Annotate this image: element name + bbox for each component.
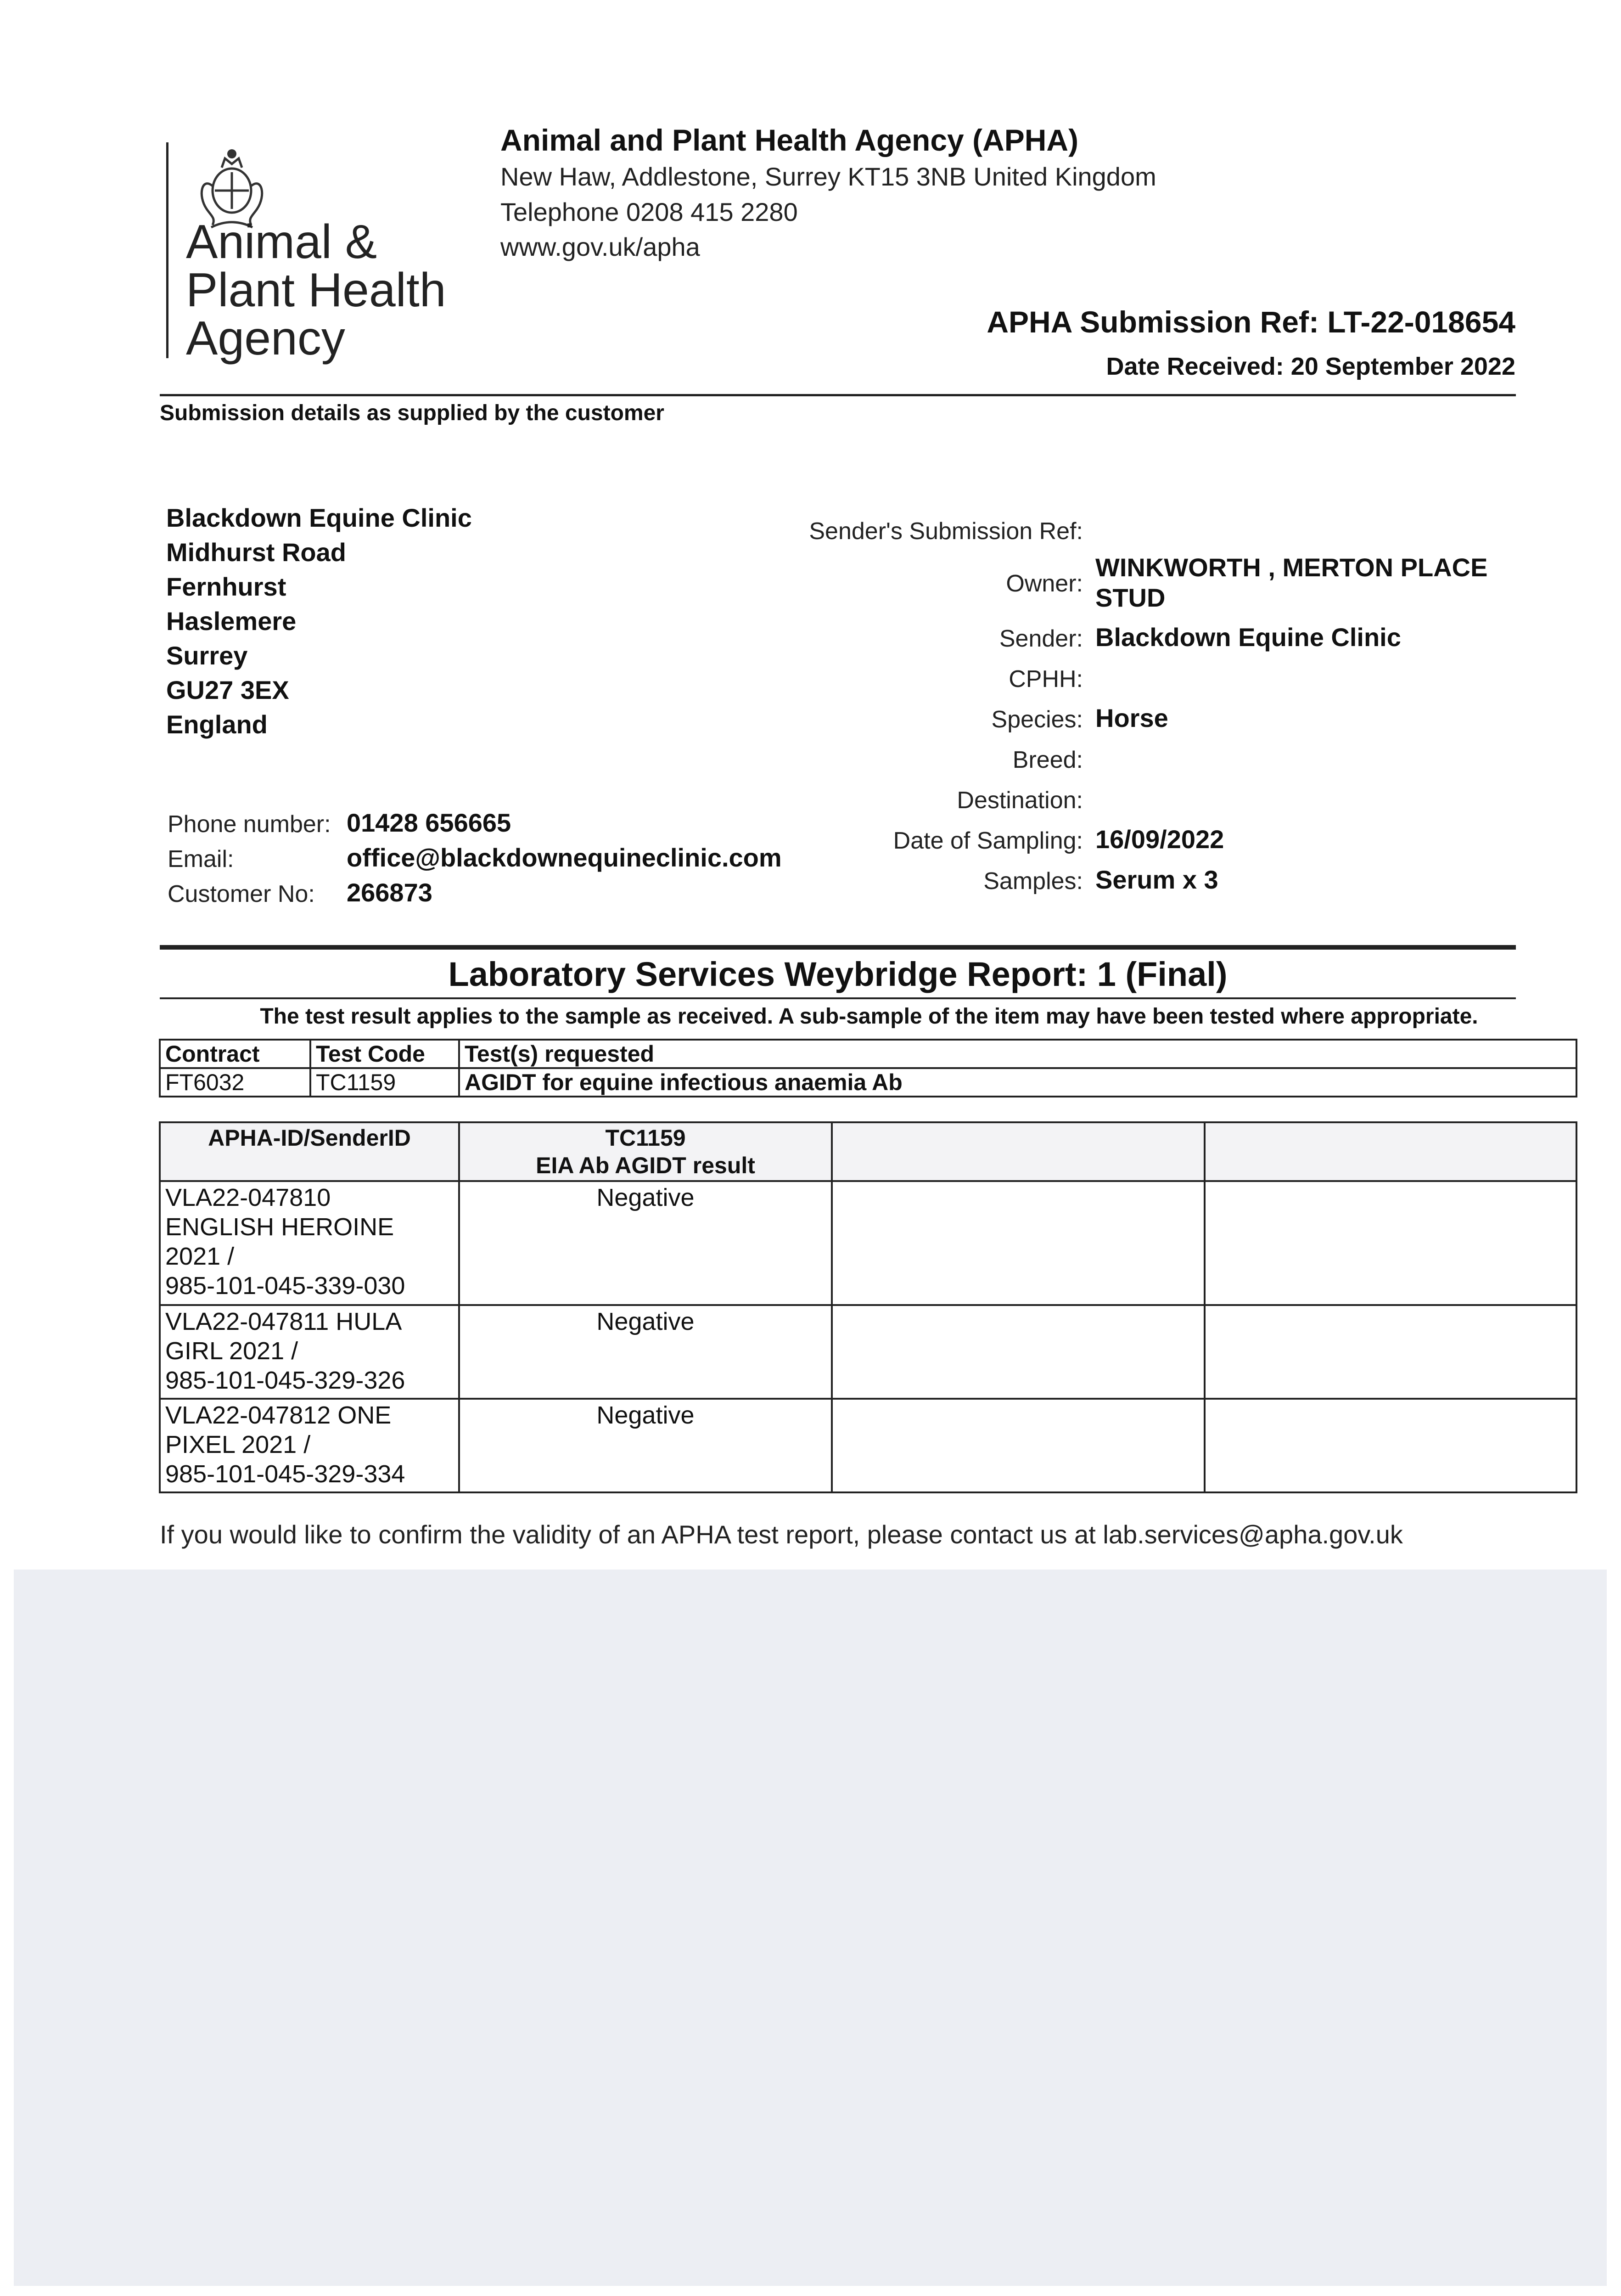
results-table (159, 1121, 1577, 1493)
sample-id-line: GIRL 2021 / (165, 1337, 298, 1365)
address-line: GU27 3EX (166, 675, 289, 704)
logo-divider (166, 142, 168, 358)
apha-id-header: APHA-ID/SenderID (160, 1122, 459, 1181)
sample-id-line: VLA22-047811 HULA (165, 1308, 402, 1335)
test-code-cell: TC1159 (310, 1068, 459, 1097)
species-label: Species: (991, 706, 1083, 733)
sampling-date-label: Date of Sampling: (893, 827, 1083, 854)
samples-label: Samples: (983, 868, 1083, 895)
result-cell: Negative (459, 1181, 832, 1305)
test-code-label: TC1159 (605, 1125, 686, 1151)
sample-id-line: 985-101-045-329-326 (165, 1367, 405, 1394)
tests-requested-header: Test(s) requested (459, 1040, 1576, 1068)
agency-website: www.gov.uk/apha (500, 232, 700, 261)
cphh-label: CPHH: (1009, 666, 1083, 692)
sample-id-line: VLA22-047810 (165, 1184, 331, 1211)
empty-cell (1205, 1305, 1576, 1399)
empty-cell (832, 1181, 1205, 1305)
samples-value: Serum x 3 (1095, 865, 1218, 894)
sender-value: Blackdown Equine Clinic (1095, 623, 1401, 652)
breed-label: Breed: (1012, 747, 1083, 773)
empty-header (1205, 1122, 1576, 1181)
contract-table (159, 1039, 1577, 1097)
address-line: Midhurst Road (166, 538, 346, 567)
logo-text-line-3: Agency (186, 312, 345, 365)
empty-cell (832, 1399, 1205, 1492)
email-label: Email: (168, 846, 234, 872)
result-cell: Negative (459, 1399, 832, 1492)
agency-name: Animal and Plant Health Agency (APHA) (500, 123, 1079, 157)
tests-requested-cell: AGIDT for equine infectious anaemia Ab (459, 1068, 1576, 1097)
contract-header: Contract (160, 1040, 310, 1068)
empty-cell (832, 1305, 1205, 1399)
details-heading: Submission details as supplied by the customer (160, 401, 664, 425)
address-line: Surrey (166, 641, 248, 670)
validity-note: If you would like to confirm the validity of an APHA test report, please contact us at lab.services@apha.gov.uk (160, 1520, 1403, 1549)
email-value: office@blackdownequineclinic.com (347, 843, 782, 872)
date-received: Date Received: 20 September 2022 (1106, 353, 1515, 380)
senders-ref-label: Sender's Submission Ref: (809, 518, 1083, 545)
owner-label: Owner: (1006, 570, 1083, 597)
empty-header (832, 1122, 1205, 1181)
owner-value-line-1: WINKWORTH , MERTON PLACE (1095, 553, 1488, 582)
sample-id-line: 985-101-045-339-030 (165, 1272, 405, 1300)
result-cell: Negative (459, 1305, 832, 1399)
agency-telephone: Telephone 0208 415 2280 (500, 197, 798, 226)
sample-id-line: 985-101-045-329-334 (165, 1460, 405, 1488)
test-name-label: EIA Ab AGIDT result (536, 1153, 755, 1178)
sample-id-line: PIXEL 2021 / (165, 1431, 311, 1458)
customer-no-value: 266873 (347, 878, 432, 907)
report-title-underline (160, 997, 1516, 999)
sampling-date-value: 16/09/2022 (1095, 825, 1224, 854)
destination-label: Destination: (957, 787, 1083, 814)
agency-address: New Haw, Addlestone, Surrey KT15 3NB United Kingdom (500, 162, 1156, 191)
table-row (160, 1181, 1576, 1305)
contract-table-header (160, 1040, 1576, 1068)
sample-id-cell (160, 1181, 459, 1305)
scan-background (14, 1570, 1607, 2286)
address-line: England (166, 710, 268, 739)
sample-id-cell (160, 1305, 459, 1399)
test-result-header (459, 1122, 832, 1181)
sample-id-line: VLA22-047812 ONE (165, 1401, 392, 1429)
owner-value-line-2: STUD (1095, 583, 1166, 612)
table-row (160, 1399, 1576, 1492)
customer-no-label: Customer No: (168, 881, 315, 907)
contract-cell: FT6032 (160, 1068, 310, 1097)
address-line: Blackdown Equine Clinic (166, 503, 472, 532)
test-code-header: Test Code (310, 1040, 459, 1068)
report-note: The test result applies to the sample as received. A sub-sample of the item may have been tested where appropriate. (260, 1004, 1478, 1029)
sample-id-line: 2021 / (165, 1243, 235, 1270)
header-divider (160, 394, 1516, 396)
phone-label: Phone number: (168, 811, 331, 838)
species-value: Horse (1095, 703, 1168, 732)
logo-text-line-1: Animal & (186, 215, 377, 269)
table-row (160, 1305, 1576, 1399)
address-line: Fernhurst (166, 572, 286, 601)
table-row (160, 1068, 1576, 1097)
sample-id-cell (160, 1399, 459, 1492)
results-table-header (160, 1122, 1576, 1181)
address-line: Haslemere (166, 607, 297, 636)
submission-ref: APHA Submission Ref: LT-22-018654 (987, 305, 1515, 339)
phone-value: 01428 656665 (347, 808, 511, 837)
empty-cell (1205, 1399, 1576, 1492)
report-divider (160, 945, 1516, 950)
empty-cell (1205, 1181, 1576, 1305)
logo-text-line-2: Plant Health (186, 264, 446, 317)
sample-id-line: ENGLISH HEROINE (165, 1213, 394, 1241)
report-title: Laboratory Services Weybridge Report: 1 (Final) (448, 955, 1228, 993)
sender-label: Sender: (999, 625, 1083, 652)
